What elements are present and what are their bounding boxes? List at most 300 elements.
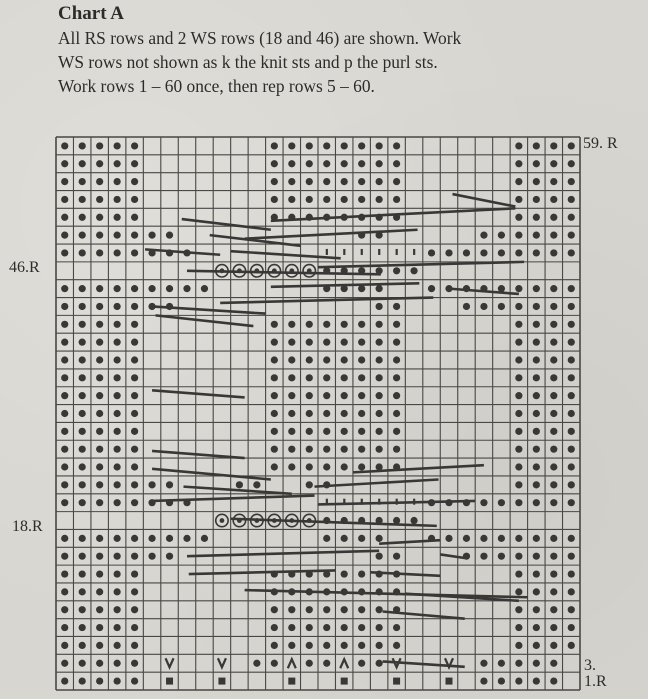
purl-dot-icon (358, 160, 365, 167)
purl-dot-icon (533, 356, 540, 363)
cable-line (353, 465, 484, 472)
purl-dot-icon (114, 677, 121, 684)
purl-dot-icon (131, 356, 138, 363)
purl-dot-icon (114, 642, 121, 649)
purl-dot-icon (550, 642, 557, 649)
purl-dot-icon (533, 535, 540, 542)
cable-line (220, 298, 433, 303)
purl-dot-icon (376, 196, 383, 203)
purl-dot-icon (306, 446, 313, 453)
purl-dot-icon (323, 196, 330, 203)
purl-dot-icon (61, 410, 68, 417)
purl-dot-icon (288, 428, 295, 435)
purl-dot-icon (550, 232, 557, 239)
purl-dot-icon (341, 142, 348, 149)
purl-dot-icon (96, 410, 103, 417)
purl-dot-icon (358, 410, 365, 417)
purl-dot-icon (515, 374, 522, 381)
purl-dot-icon (79, 463, 86, 470)
purl-dot-icon (393, 392, 400, 399)
purl-dot-icon (271, 196, 278, 203)
purl-dot-icon (393, 321, 400, 328)
purl-dot-icon (131, 446, 138, 453)
purl-dot-icon (61, 285, 68, 292)
purl-dot-icon (79, 356, 86, 363)
purl-dot-icon (288, 321, 295, 328)
purl-dot-icon (131, 499, 138, 506)
purl-dot-icon (550, 588, 557, 595)
purl-dot-icon (568, 196, 575, 203)
purl-dot-icon (393, 160, 400, 167)
purl-dot-icon (376, 392, 383, 399)
purl-dot-icon (253, 660, 260, 667)
purl-dot-icon (393, 356, 400, 363)
purl-dot-icon (498, 535, 505, 542)
purl-dot-icon (166, 232, 173, 239)
instruction-line: WS rows not shown as k the knit sts and p the purl sts. (58, 52, 438, 72)
purl-dot-icon (358, 374, 365, 381)
cable-line (440, 554, 464, 558)
purl-dot-icon (550, 535, 557, 542)
purl-dot-icon (131, 196, 138, 203)
purl-dot-icon (568, 392, 575, 399)
purl-dot-icon (393, 196, 400, 203)
purl-dot-icon (114, 535, 121, 542)
slip-v-icon (166, 658, 174, 667)
row-label-46: 46.R (9, 259, 40, 276)
purl-dot-icon (288, 339, 295, 346)
purl-dot-icon (393, 178, 400, 185)
purl-dot-icon (323, 642, 330, 649)
purl-dot-icon (96, 303, 103, 310)
purl-dot-icon (515, 481, 522, 488)
purl-dot-icon (515, 285, 522, 292)
purl-dot-icon (114, 249, 121, 256)
purl-dot-icon (323, 660, 330, 667)
purl-dot-icon (515, 249, 522, 256)
purl-dot-icon (341, 446, 348, 453)
cable-line (271, 283, 419, 287)
purl-dot-icon (166, 481, 173, 488)
purl-dot-icon (114, 142, 121, 149)
purl-dot-icon (79, 321, 86, 328)
purl-dot-icon (550, 677, 557, 684)
purl-dot-icon (148, 481, 155, 488)
purl-dot-icon (393, 267, 400, 274)
purl-dot-icon (114, 214, 121, 221)
purl-dot-icon (79, 570, 86, 577)
purl-dot-icon (271, 410, 278, 417)
purl-dot-icon (533, 446, 540, 453)
purl-dot-icon (515, 660, 522, 667)
purl-dot-icon (131, 142, 138, 149)
tick-icon (361, 249, 363, 255)
purl-dot-icon (166, 553, 173, 560)
purl-dot-icon (358, 535, 365, 542)
purl-dot-icon (96, 142, 103, 149)
purl-dot-icon (376, 553, 383, 560)
purl-dot-icon (515, 303, 522, 310)
purl-dot-icon (61, 303, 68, 310)
purl-dot-icon (550, 570, 557, 577)
purl-dot-icon (323, 356, 330, 363)
purl-dot-icon (323, 428, 330, 435)
purl-dot-icon (515, 446, 522, 453)
purl-dot-icon (533, 214, 540, 221)
purl-dot-icon (131, 339, 138, 346)
purl-dot-icon (515, 356, 522, 363)
purl-dot-icon (79, 481, 86, 488)
purl-dot-icon (550, 481, 557, 488)
row-label-59: 59. R (583, 135, 618, 152)
purl-dot-icon (306, 624, 313, 631)
purl-dot-icon (533, 428, 540, 435)
purl-dot-icon (376, 410, 383, 417)
purl-dot-icon (61, 446, 68, 453)
purl-dot-icon (358, 142, 365, 149)
purl-dot-icon (533, 374, 540, 381)
purl-dot-icon (323, 374, 330, 381)
purl-dot-icon (341, 160, 348, 167)
purl-dot-icon (515, 410, 522, 417)
purl-dot-icon (376, 142, 383, 149)
purl-dot-icon (166, 535, 173, 542)
tick-icon (326, 249, 328, 255)
purl-dot-icon (306, 606, 313, 613)
purl-dot-icon (550, 178, 557, 185)
purl-dot-icon (61, 142, 68, 149)
purl-dot-icon (358, 178, 365, 185)
purl-dot-icon (376, 303, 383, 310)
square-icon (393, 678, 400, 685)
purl-dot-icon (533, 463, 540, 470)
purl-dot-icon (96, 339, 103, 346)
purl-dot-icon (306, 321, 313, 328)
purl-dot-icon (533, 232, 540, 239)
purl-dot-icon (341, 642, 348, 649)
purl-dot-icon (79, 642, 86, 649)
purl-dot-icon (96, 535, 103, 542)
purl-dot-icon (61, 214, 68, 221)
purl-dot-icon (114, 463, 121, 470)
purl-dot-icon (61, 339, 68, 346)
purl-dot-icon (271, 374, 278, 381)
purl-dot-icon (515, 160, 522, 167)
cable-line (315, 480, 439, 487)
purl-dot-icon (61, 196, 68, 203)
purl-dot-icon (341, 392, 348, 399)
row-label-1: 1.R (584, 673, 607, 690)
purl-dot-icon (550, 196, 557, 203)
bullseye-center-icon (220, 518, 225, 523)
cable-line (152, 496, 314, 501)
purl-dot-icon (515, 624, 522, 631)
purl-dot-icon (271, 142, 278, 149)
purl-dot-icon (358, 428, 365, 435)
purl-dot-icon (114, 446, 121, 453)
purl-dot-icon (148, 232, 155, 239)
purl-dot-icon (498, 553, 505, 560)
purl-dot-icon (533, 660, 540, 667)
purl-dot-icon (445, 535, 452, 542)
purl-dot-icon (79, 196, 86, 203)
purl-dot-icon (183, 285, 190, 292)
purl-dot-icon (341, 410, 348, 417)
purl-dot-icon (306, 160, 313, 167)
purl-dot-icon (131, 232, 138, 239)
purl-dot-icon (271, 642, 278, 649)
purl-dot-icon (568, 374, 575, 381)
purl-dot-icon (533, 321, 540, 328)
purl-dot-icon (393, 446, 400, 453)
purl-dot-icon (533, 642, 540, 649)
purl-dot-icon (288, 178, 295, 185)
purl-dot-icon (410, 267, 417, 274)
purl-dot-icon (376, 178, 383, 185)
purl-dot-icon (131, 321, 138, 328)
purl-dot-icon (148, 285, 155, 292)
purl-dot-icon (271, 428, 278, 435)
purl-dot-icon (61, 232, 68, 239)
purl-dot-icon (515, 428, 522, 435)
purl-dot-icon (131, 553, 138, 560)
purl-dot-icon (79, 142, 86, 149)
purl-dot-icon (480, 535, 487, 542)
purl-dot-icon (550, 321, 557, 328)
purl-dot-icon (376, 356, 383, 363)
purl-dot-icon (515, 553, 522, 560)
purl-dot-icon (288, 160, 295, 167)
square-icon (341, 678, 348, 685)
cable-line (156, 315, 254, 326)
purl-dot-icon (131, 410, 138, 417)
purl-dot-icon (61, 570, 68, 577)
purl-dot-icon (376, 160, 383, 167)
purl-dot-icon (515, 214, 522, 221)
purl-dot-icon (480, 499, 487, 506)
cable-line (145, 249, 220, 254)
purl-dot-icon (533, 339, 540, 346)
purl-dot-icon (550, 374, 557, 381)
square-icon (446, 678, 453, 685)
purl-dot-icon (568, 535, 575, 542)
purl-dot-icon (568, 321, 575, 328)
purl-dot-icon (271, 660, 278, 667)
purl-dot-icon (341, 196, 348, 203)
purl-dot-icon (288, 196, 295, 203)
purl-dot-icon (201, 285, 208, 292)
purl-dot-icon (61, 677, 68, 684)
purl-dot-icon (114, 481, 121, 488)
purl-dot-icon (79, 410, 86, 417)
purl-dot-icon (61, 606, 68, 613)
purl-dot-icon (376, 285, 383, 292)
purl-dot-icon (79, 374, 86, 381)
purl-dot-icon (533, 142, 540, 149)
purl-dot-icon (568, 410, 575, 417)
purl-dot-icon (533, 249, 540, 256)
purl-dot-icon (96, 588, 103, 595)
purl-dot-icon (568, 606, 575, 613)
purl-dot-icon (568, 232, 575, 239)
purl-dot-icon (79, 499, 86, 506)
purl-dot-icon (96, 606, 103, 613)
purl-dot-icon (323, 624, 330, 631)
purl-dot-icon (61, 374, 68, 381)
purl-dot-icon (550, 339, 557, 346)
purl-dot-icon (498, 232, 505, 239)
purl-dot-icon (533, 570, 540, 577)
purl-dot-icon (550, 285, 557, 292)
purl-dot-icon (533, 624, 540, 631)
purl-dot-icon (533, 481, 540, 488)
purl-dot-icon (288, 392, 295, 399)
purl-dot-icon (323, 142, 330, 149)
square-icon (166, 678, 173, 685)
purl-dot-icon (550, 303, 557, 310)
purl-dot-icon (131, 428, 138, 435)
purl-dot-icon (131, 642, 138, 649)
purl-dot-icon (114, 392, 121, 399)
purl-dot-icon (271, 392, 278, 399)
purl-dot-icon (131, 392, 138, 399)
purl-dot-icon (306, 374, 313, 381)
purl-dot-icon (79, 303, 86, 310)
purl-dot-icon (568, 588, 575, 595)
purl-dot-icon (131, 249, 138, 256)
purl-dot-icon (341, 606, 348, 613)
purl-dot-icon (463, 249, 470, 256)
chart-title: Chart A (58, 3, 124, 24)
purl-dot-icon (480, 660, 487, 667)
purl-dot-icon (271, 624, 278, 631)
purl-dot-icon (288, 410, 295, 417)
purl-dot-icon (96, 499, 103, 506)
purl-dot-icon (306, 196, 313, 203)
purl-dot-icon (515, 142, 522, 149)
purl-dot-icon (114, 553, 121, 560)
instruction-line: Work rows 1 – 60 once, then rep rows 5 – 60. (58, 76, 375, 96)
purl-dot-icon (79, 606, 86, 613)
purl-dot-icon (148, 553, 155, 560)
row-label-18: 18.R (12, 518, 43, 535)
purl-dot-icon (114, 374, 121, 381)
purl-dot-icon (288, 463, 295, 470)
purl-dot-icon (96, 160, 103, 167)
purl-dot-icon (61, 428, 68, 435)
purl-dot-icon (271, 178, 278, 185)
purl-dot-icon (515, 196, 522, 203)
purl-dot-icon (341, 428, 348, 435)
purl-dot-icon (393, 642, 400, 649)
purl-dot-icon (550, 392, 557, 399)
purl-dot-icon (306, 428, 313, 435)
purl-dot-icon (323, 160, 330, 167)
cable-line (245, 230, 418, 239)
purl-dot-icon (376, 321, 383, 328)
purl-dot-icon (131, 214, 138, 221)
purl-dot-icon (533, 196, 540, 203)
purl-dot-icon (341, 356, 348, 363)
purl-dot-icon (341, 463, 348, 470)
purl-dot-icon (393, 374, 400, 381)
purl-dot-icon (533, 303, 540, 310)
purl-dot-icon (61, 356, 68, 363)
cable-line (383, 612, 465, 619)
purl-dot-icon (131, 178, 138, 185)
tick-icon (378, 249, 380, 255)
purl-dot-icon (358, 356, 365, 363)
purl-dot-icon (79, 249, 86, 256)
purl-dot-icon (61, 624, 68, 631)
purl-dot-icon (114, 499, 121, 506)
purl-dot-icon (358, 446, 365, 453)
purl-dot-icon (79, 535, 86, 542)
purl-dot-icon (288, 606, 295, 613)
purl-dot-icon (393, 303, 400, 310)
purl-dot-icon (358, 321, 365, 328)
purl-dot-icon (428, 249, 435, 256)
purl-dot-icon (306, 392, 313, 399)
purl-dot-icon (114, 624, 121, 631)
purl-dot-icon (533, 410, 540, 417)
purl-dot-icon (96, 463, 103, 470)
purl-dot-icon (515, 178, 522, 185)
purl-dot-icon (306, 339, 313, 346)
purl-dot-icon (253, 481, 260, 488)
purl-dot-icon (393, 428, 400, 435)
purl-dot-icon (79, 677, 86, 684)
purl-dot-icon (376, 642, 383, 649)
purl-dot-icon (550, 142, 557, 149)
purl-dot-icon (393, 142, 400, 149)
purl-dot-icon (515, 642, 522, 649)
purl-dot-icon (96, 196, 103, 203)
purl-dot-icon (201, 535, 208, 542)
cable-line (152, 469, 271, 480)
purl-dot-icon (463, 303, 470, 310)
purl-dot-icon (393, 624, 400, 631)
purl-dot-icon (393, 410, 400, 417)
purl-dot-icon (568, 570, 575, 577)
purl-dot-icon (114, 606, 121, 613)
purl-dot-icon (341, 339, 348, 346)
purl-dot-icon (61, 535, 68, 542)
purl-dot-icon (166, 285, 173, 292)
purl-dot-icon (341, 624, 348, 631)
purl-dot-icon (79, 339, 86, 346)
purl-dot-icon (498, 249, 505, 256)
purl-dot-icon (323, 606, 330, 613)
slip-v-icon (218, 658, 226, 667)
purl-dot-icon (358, 196, 365, 203)
purl-dot-icon (568, 356, 575, 363)
purl-dot-icon (480, 303, 487, 310)
purl-dot-icon (498, 677, 505, 684)
purl-dot-icon (131, 463, 138, 470)
purl-dot-icon (61, 392, 68, 399)
purl-dot-icon (61, 660, 68, 667)
purl-dot-icon (533, 392, 540, 399)
purl-dot-icon (79, 660, 86, 667)
purl-dot-icon (533, 553, 540, 560)
purl-dot-icon (358, 660, 365, 667)
purl-dot-icon (358, 606, 365, 613)
purl-dot-icon (96, 660, 103, 667)
purl-dot-icon (323, 321, 330, 328)
purl-dot-icon (96, 446, 103, 453)
purl-dot-icon (480, 677, 487, 684)
